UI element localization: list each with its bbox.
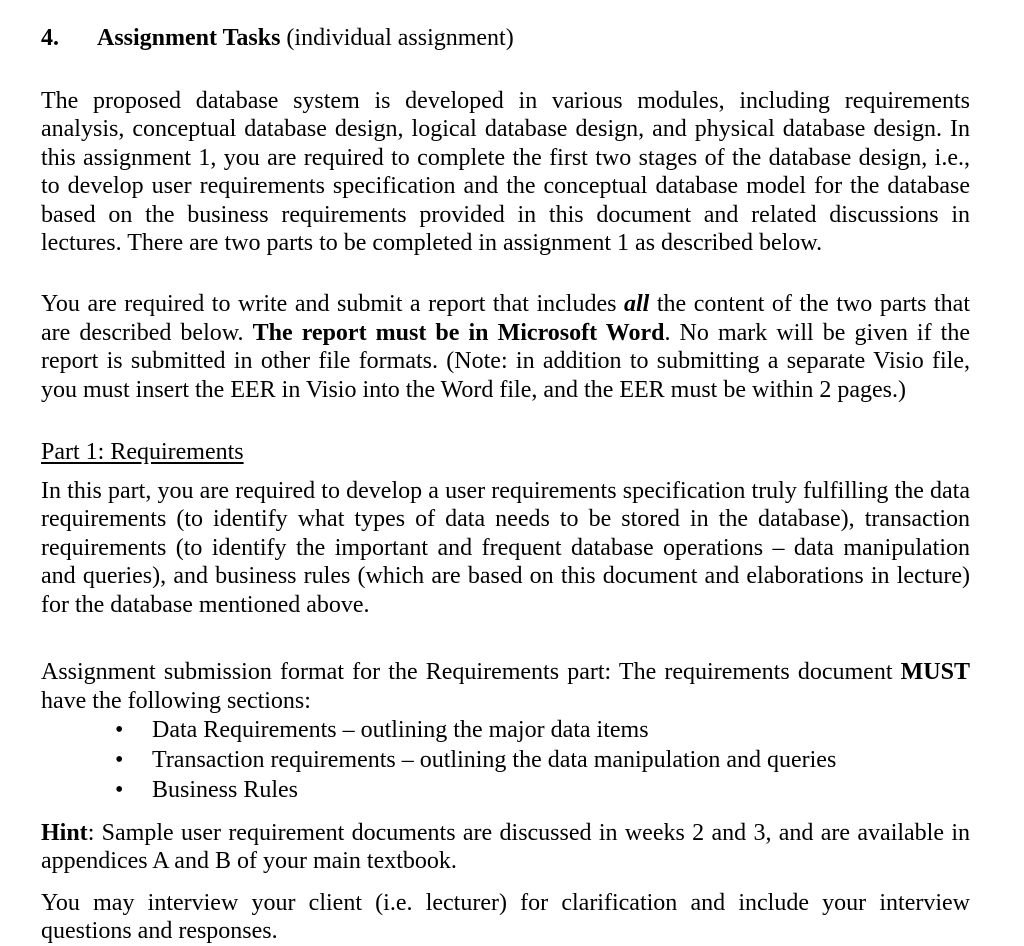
part1-title: Part 1: Requirements (41, 439, 244, 466)
report-bold: The report must be in Microsoft Word (252, 319, 665, 346)
list-item-text: Business Rules (152, 776, 299, 803)
list-item (41, 745, 970, 775)
section-title: Assignment Tasks (97, 25, 281, 51)
format-text-2: have the following sections: (41, 687, 311, 714)
format-text-1: Assignment submission format for the Requirements part: The requirements document (41, 659, 901, 686)
report-text-1: You are required to write and submit a report that includes (41, 291, 624, 318)
list-item-text: Data Requirements – outlining the major data items (152, 716, 649, 743)
format-paragraph (41, 658, 970, 715)
interview-paragraph: You may interview your client (i.e. lecturer) for clarification and include your interview questions and responses. (41, 889, 970, 945)
format-bold: MUST (900, 659, 970, 686)
intro-paragraph: The proposed database system is developed in various modules, including requirements analysis, conceptual database design, logical database design, and physical database design. In this assignment 1, you are required to complete the first two stages of the database design, i.e., to develop user requirements specification and the conceptual database model for the database based on the business requirements provided in this document and related discussions in lectures. There are two parts to be completed in assignment 1 as described below. (41, 88, 970, 257)
section-subtitle: (individual assignment) (280, 25, 514, 51)
hint-text: : Sample user requirement documents are discussed in weeks 2 and 3, and are available in appendices A and B of your main textbook. (41, 819, 970, 875)
part1-paragraph: In this part, you are required to develop a user requirements specification truly fulfilling the data requirements (to identify what types of data needs to be stored in the database), transaction requirements (to identify the important and frequent database operations – data manipulation and queries), and business rules (which are based on this document and elaborations in lecture) for the database mentioned above. (41, 478, 970, 618)
report-text-2: the content of the two parts that are described below. (41, 291, 970, 346)
document-page (41, 22, 970, 946)
section-heading (41, 22, 970, 54)
sections-list (41, 715, 970, 805)
list-item (41, 775, 970, 805)
report-emphasis: all (623, 291, 650, 318)
report-paragraph (41, 290, 970, 404)
hint-paragraph (41, 819, 970, 876)
hint-label: Hint (41, 819, 88, 846)
bullet-icon: • (115, 776, 124, 803)
bullet-icon: • (115, 746, 124, 773)
section-number: 4. (41, 25, 59, 51)
bullet-icon: • (115, 716, 124, 743)
list-item (41, 715, 970, 745)
report-text-3: . No mark will be given if the report is submitted in other file formats. (Note: in addition to submitting a separate Visio file, you must insert the EER in Visio into the Word file, and the EER must be within 2 pages.) (41, 319, 970, 403)
list-item-text: Transaction requirements – outlining the data manipulation and queries (152, 746, 837, 773)
